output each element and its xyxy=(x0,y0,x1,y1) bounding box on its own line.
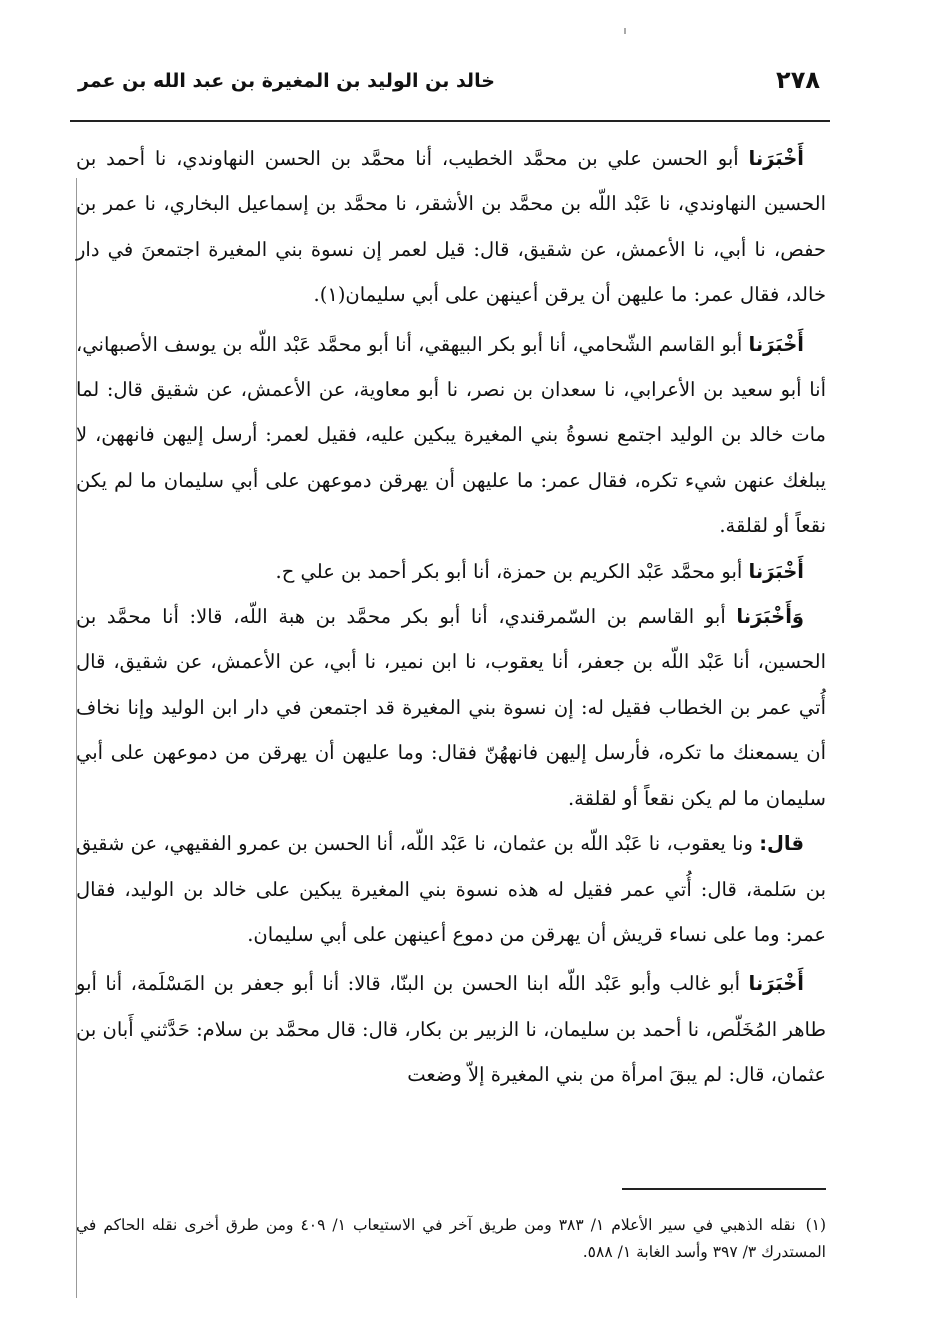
main-text xyxy=(76,136,826,1098)
paragraph-text: أبو القاسم بن السّمرقندي، أنا أبو بكر محمَّد بن هبة اللّه، قالا: أنا محمَّد بن الحسين، أنا عَبْد اللّه بن جعفر، أنا يعقوب، نا ابن نمير، نا أبي، عن الأعمش، عن شقيق، قال أُتي عمر بن الخطاب فقيل له: إن نسوة بني المغيرة قد اجتمعن في دار ابن الوليد وإنا نخاف أن يسمعنك ما تكره، فأرسل إليهن فانههُنّ فقال: وما عليهن أن يهرقن من دموعهن على أبي سليمان ما لم يكن نقعاً أو لقلقة. xyxy=(76,605,826,810)
scan-speck xyxy=(624,28,626,34)
paragraph-keyword: أَخْبَرَنا xyxy=(748,559,804,583)
paragraph-text: ونا يعقوب، نا عَبْد اللّه بن عثمان، نا عَبْد اللّه، أنا الحسن بن عمرو الفقيهي، عن شقيق بن سَلمة، قال: أُتي عمر فقيل له هذه نسوة بني المغيرة يبكين على خالد بن الوليد، فقال عمر: وما على نساء قريش أن يهرقن من دموع أعينهن على أبي سليمان. xyxy=(76,832,826,946)
footnote-rule xyxy=(622,1188,826,1190)
paragraph-text: أبو القاسم الشّحامي، أنا أبو بكر البيهقي، أنا أبو محمَّد عَبْد اللّه بن يوسف الأصبهاني، أنا أبو سعيد بن الأعرابي، نا سعدان بن نصر، نا أبو معاوية، عن الأعمش، عن شقيق قال: لما مات خالد بن الوليد اجتمع نسوةُ بني المغيرة يبكين عليه، فقيل لعمر: أرسل إليهن فانههن، لا يبلغك عنهن شيء تكره، فقال عمر: ما عليهن أن يهرقن دموعهن على أبي سليمان ما لم يكن نقعاً أو لقلقة. xyxy=(76,332,826,538)
paragraph-text: أبو الحسن علي بن محمَّد الخطيب، أنا محمَّد بن الحسن النهاوندي، نا أحمد بن الحسين النهاوندي، نا عَبْد اللّه بن محمَّد بن الأشقر، نا محمَّد بن إسماعيل البخاري، نا عمر بن حفص، نا أبي، نا الأعمش، عن شقيق، قال: قيل لعمر إن نسوة بني المغيرة اجتمعنَ في دار خالد، فقال عمر: ما عليهن أن يرقن أعينهن على أبي سليمان(١). xyxy=(76,147,826,307)
paragraph-5 xyxy=(76,821,826,957)
paragraph-keyword: قال: xyxy=(759,832,804,856)
page-number: ٢٧٨ xyxy=(776,66,820,94)
paragraph-keyword: وَأَخْبَرَنا xyxy=(736,605,804,629)
page-header xyxy=(74,62,826,102)
paragraph-4 xyxy=(76,594,826,821)
paragraph-keyword: أَخْبَرَنا xyxy=(748,147,804,170)
paragraph-keyword: أَخْبَرَنا xyxy=(748,332,804,356)
paragraph-1 xyxy=(76,136,826,318)
paragraph-text: أبو غالب وأبو عَبْد اللّه ابنا الحسن بن البنّا، قالا: أنا أبو جعفر بن المَسْلَمة، أنا أبو طاهر المُخَلّص، نا أحمد بن سليمان، نا الزبير بن بكار، قال: قال محمَّد بن سلام: حَدَّثني أَبان بن عثمان، قال: لم يبقَ امرأة من بني المغيرة إلاّ وضعت xyxy=(76,972,826,1087)
footnote-number: (١) xyxy=(805,1216,827,1234)
paragraph-keyword: أَخْبَرَنا xyxy=(748,972,804,996)
running-title: خالد بن الوليد بن المغيرة بن عبد الله بن عمر xyxy=(78,70,495,92)
paragraph-text: أبو محمَّد عَبْد الكريم بن حمزة، أنا أبو بكر أحمد بن علي ح. xyxy=(275,559,749,583)
paragraph-3 xyxy=(76,549,826,594)
footnote xyxy=(76,1212,826,1266)
footnote-text: نقله الذهبي في سير الأعلام ١/ ٣٨٣ ومن طريق آخر في الاستيعاب ١/ ٤٠٩ ومن طرق أخرى نقله الحاكم في المستدرك ٣/ ٣٩٧ وأسد الغابة ١/ ٥٨٨. xyxy=(76,1216,826,1261)
paragraph-6 xyxy=(76,961,826,1097)
header-rule xyxy=(70,120,830,122)
paragraph-2 xyxy=(76,322,826,549)
